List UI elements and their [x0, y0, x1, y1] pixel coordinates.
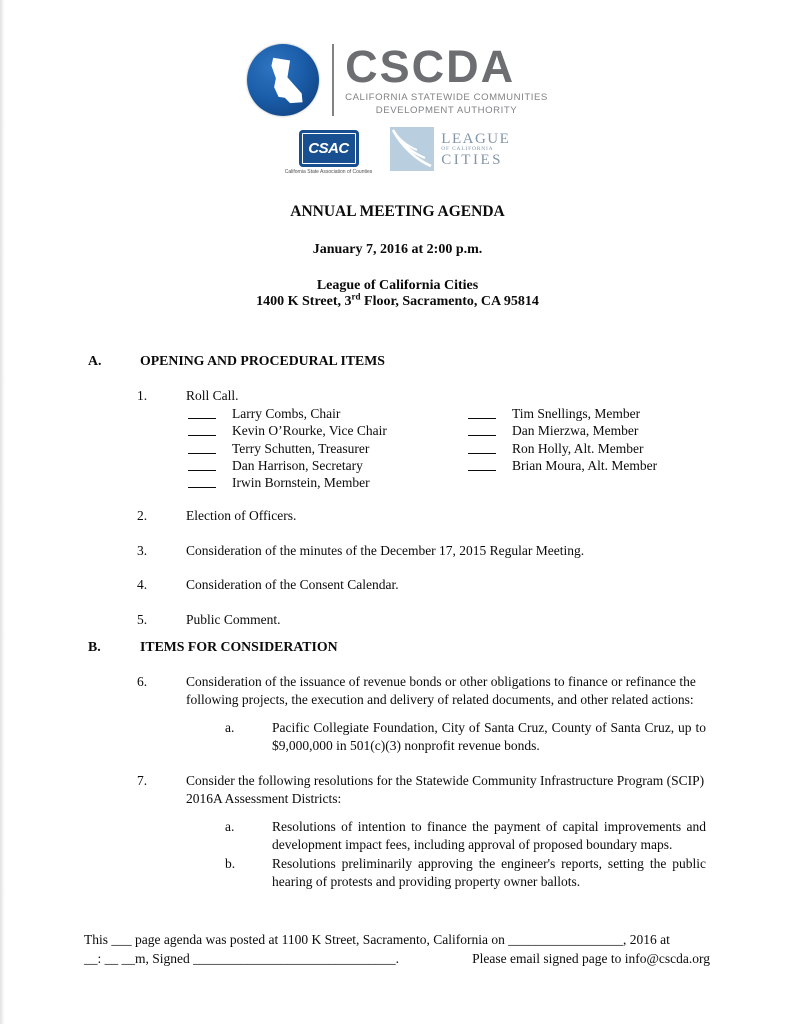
cscda-logo — [247, 40, 548, 116]
item-1-number: 1. — [137, 387, 148, 403]
roll-call-name: Ron Holly, Alt. Member — [512, 440, 644, 456]
agenda-item-7 — [137, 772, 710, 892]
agenda-item-1 — [137, 387, 710, 406]
item-5-number: 5. — [137, 611, 148, 627]
roll-call-blank — [188, 457, 216, 471]
section-b-title: ITEMS FOR CONSIDERATION — [140, 639, 338, 655]
league-of-california-cities-logo — [390, 127, 510, 171]
roll-call-blank — [468, 422, 496, 436]
cscda-logo-text — [345, 40, 548, 116]
league-word-cities: CITIES — [441, 151, 503, 168]
agenda-item-5 — [137, 611, 710, 630]
meeting-address — [85, 291, 710, 310]
league-word-of-california: OF CALIFORNIA — [441, 145, 494, 152]
section-b-heading — [88, 638, 710, 657]
roll-call-blank — [468, 440, 496, 454]
item-6-number: 6. — [137, 673, 148, 689]
roll-call-name: Larry Combs, Chair — [232, 406, 341, 421]
csac-caption: California State Association of Counties — [284, 169, 373, 175]
csac-acronym: CSAC — [308, 140, 349, 157]
roll-call-name: Dan Harrison, Secretary — [232, 457, 363, 473]
roll-call-blank — [188, 405, 216, 419]
document-title: ANNUAL MEETING AGENDA — [290, 203, 505, 220]
roll-call-name: Terry Schutten, Treasurer — [232, 440, 370, 456]
league-word-league: LEAGUE — [441, 130, 511, 147]
posting-email-instruction: Please email signed page to info@cscda.org — [472, 950, 710, 966]
scan-edge-artifact — [0, 0, 5, 1024]
cscda-california-globe-icon — [247, 44, 319, 116]
posting-notice-line1: This ___ page agenda was posted at 1100 K Street, Sacramento, California on _________________, 2016 at — [84, 932, 670, 947]
cscda-acronym: CSCDA — [345, 40, 516, 92]
item-2-number: 2. — [137, 508, 148, 524]
item-7b-text: Resolutions preliminarily approving the engineer's reports, setting the public hearing of protests and providing property owner ballots. — [272, 855, 706, 890]
item-7a — [225, 818, 706, 855]
section-a-letter: A. — [88, 353, 102, 368]
item-7b — [225, 855, 706, 892]
logo-divider — [332, 44, 334, 116]
item-3-number: 3. — [137, 542, 148, 558]
roll-call-name: Kevin O’Rourke, Vice Chair — [232, 423, 387, 439]
item-6-body — [186, 673, 706, 756]
agenda-item-6 — [137, 673, 710, 756]
item-3-text: Consideration of the minutes of the December 17, 2015 Regular Meeting. — [186, 542, 585, 558]
roll-call-name: Brian Moura, Alt. Member — [512, 457, 658, 473]
item-7-number: 7. — [137, 772, 148, 788]
item-7b-letter: b. — [225, 855, 236, 871]
roll-call-blank — [188, 474, 216, 488]
agenda-item-3 — [137, 542, 710, 561]
roll-call-blank — [468, 457, 496, 471]
posting-notice — [84, 931, 710, 968]
roll-call-blank — [188, 440, 216, 454]
header-logo-block — [85, 40, 710, 175]
item-5-text: Public Comment. — [186, 611, 281, 627]
address-after-ordinal: Floor, Sacramento, CA 95814 — [360, 294, 539, 309]
csac-logo — [285, 130, 373, 175]
item-1-text: Roll Call. — [186, 387, 239, 403]
roll-call-name: Irwin Bornstein, Member — [232, 475, 370, 491]
agenda-item-4 — [137, 576, 710, 595]
title-block — [85, 203, 710, 310]
roll-call-name: Tim Snellings, Member — [512, 406, 641, 421]
league-logo-text — [441, 132, 510, 167]
item-4-text: Consideration of the Consent Calendar. — [186, 577, 399, 593]
section-a-title: OPENING AND PROCEDURAL ITEMS — [140, 353, 385, 368]
item-2-text: Election of Officers. — [186, 508, 297, 524]
posting-signature-segment: __: __ __m, Signed ______________________________. — [84, 950, 400, 966]
meeting-datetime: January 7, 2016 at 2:00 p.m. — [312, 242, 483, 257]
california-silhouette-icon — [251, 48, 315, 112]
cscda-tagline-line1: CALIFORNIA STATEWIDE COMMUNITIES — [345, 91, 548, 103]
agenda-item-2 — [137, 507, 710, 526]
roll-call-list — [188, 405, 710, 491]
item-4-number: 4. — [137, 577, 148, 593]
item-7-text: Consider the following resolutions for the Statewide Community Infrastructure Program (SCIP) 2016A Assessment Districts: — [186, 772, 705, 807]
item-6-text: Consideration of the issuance of revenue bonds or other obligations to finance or refinance the following projects, the execution and delivery of related documents, and other related actions: — [186, 673, 696, 708]
league-swoosh-icon — [390, 127, 434, 171]
item-6a-letter: a. — [225, 719, 235, 735]
roll-call-name: Dan Mierzwa, Member — [512, 423, 639, 439]
item-6a — [225, 719, 706, 756]
partner-logos — [285, 127, 511, 175]
section-a-heading — [88, 352, 710, 371]
item-6a-text: Pacific Collegiate Foundation, City of Santa Cruz, County of Santa Cruz, up to $9,000,000 in 501(c)(3) nonprofit revenue bonds. — [272, 719, 706, 754]
csac-logo-box — [299, 130, 359, 167]
address-ordinal: rd — [351, 291, 361, 302]
roll-call-blank — [468, 405, 496, 419]
item-7a-letter: a. — [225, 818, 235, 834]
item-7-body — [186, 772, 706, 892]
roll-call-blank — [188, 422, 216, 436]
posting-notice-line2 — [84, 950, 710, 969]
item-7a-text: Resolutions of intention to finance the payment of capital improvements and development impact fees, including approval of proposed boundary maps. — [272, 818, 706, 853]
cscda-tagline-line2: DEVELOPMENT AUTHORITY — [375, 104, 518, 116]
meeting-venue: League of California Cities — [316, 278, 479, 293]
section-b-letter: B. — [88, 639, 101, 655]
address-before-ordinal: 1400 K Street, 3 — [256, 294, 352, 309]
agenda-body — [85, 310, 710, 892]
